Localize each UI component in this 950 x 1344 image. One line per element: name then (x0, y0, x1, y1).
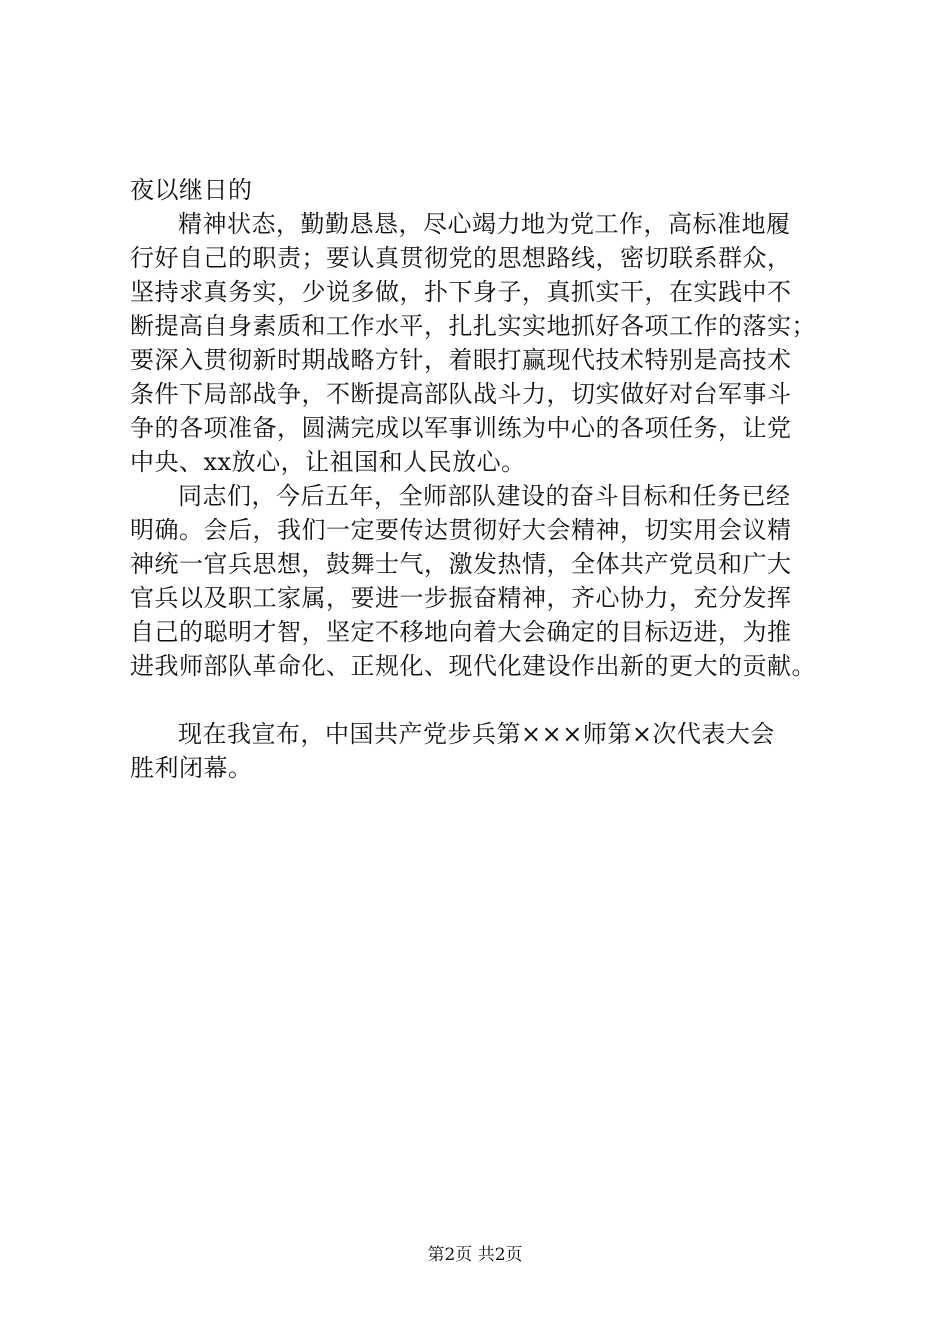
text-line: 明确。会后，我们一定要传达贯彻好大会精神，切实用会议精 (130, 516, 792, 544)
text-line: 争的各项准备，圆满完成以军事训练为中心的各项任务，让党 (130, 414, 792, 442)
text-line: 官兵以及职工家属，要进一步振奋精神，齐心协力，充分发挥 (130, 584, 792, 612)
text-line: 行好自己的职责；要认真贯彻党的思想路线，密切联系群众， (130, 244, 792, 272)
paragraph-closing (130, 717, 850, 785)
document-body (130, 173, 850, 785)
text-line: 条件下局部战争，不断提高部队战斗力，切实做好对台军事斗 (130, 380, 792, 408)
paragraph-comrades (130, 479, 850, 683)
paragraph-spirit (130, 207, 850, 479)
text-line: 神统一官兵思想，鼓舞士气，激发热情，全体共产党员和广大 (130, 550, 792, 578)
text-line: 进我师部队革命化、正规化、现代化建设作出新的更大的贡献。 (130, 652, 816, 680)
paragraph-spacer (130, 683, 850, 717)
text-line: 同志们，今后五年，全师部队建设的奋斗目标和任务已经 (178, 482, 791, 510)
text-line: 断提高自身素质和工作水平，扎扎实实地抓好各项工作的落实； (130, 312, 816, 340)
text-line: 中央、xx放心，让祖国和人民放心。 (130, 448, 526, 476)
text-line: 要深入贯彻新时期战略方针，着眼打赢现代技术特别是高技术 (130, 346, 792, 374)
text-line: 自己的聪明才智，坚定不移地向着大会确定的目标迈进，为推 (130, 618, 792, 646)
paragraph-continuation (130, 173, 850, 207)
page-number-footer: 第2页 共2页 (427, 1245, 523, 1265)
text-line: 精神状态，勤勤恳恳，尽心竭力地为党工作，高标准地履 (178, 210, 791, 238)
text-line: 夜以继日的 (130, 176, 253, 204)
text-line: 坚持求真务实，少说多做，扑下身子，真抓实干，在实践中不 (130, 278, 792, 306)
text-line: 胜利闭幕。 (130, 754, 253, 782)
text-line: 现在我宣布，中国共产党步兵第×××师第×次代表大会 (178, 720, 775, 748)
